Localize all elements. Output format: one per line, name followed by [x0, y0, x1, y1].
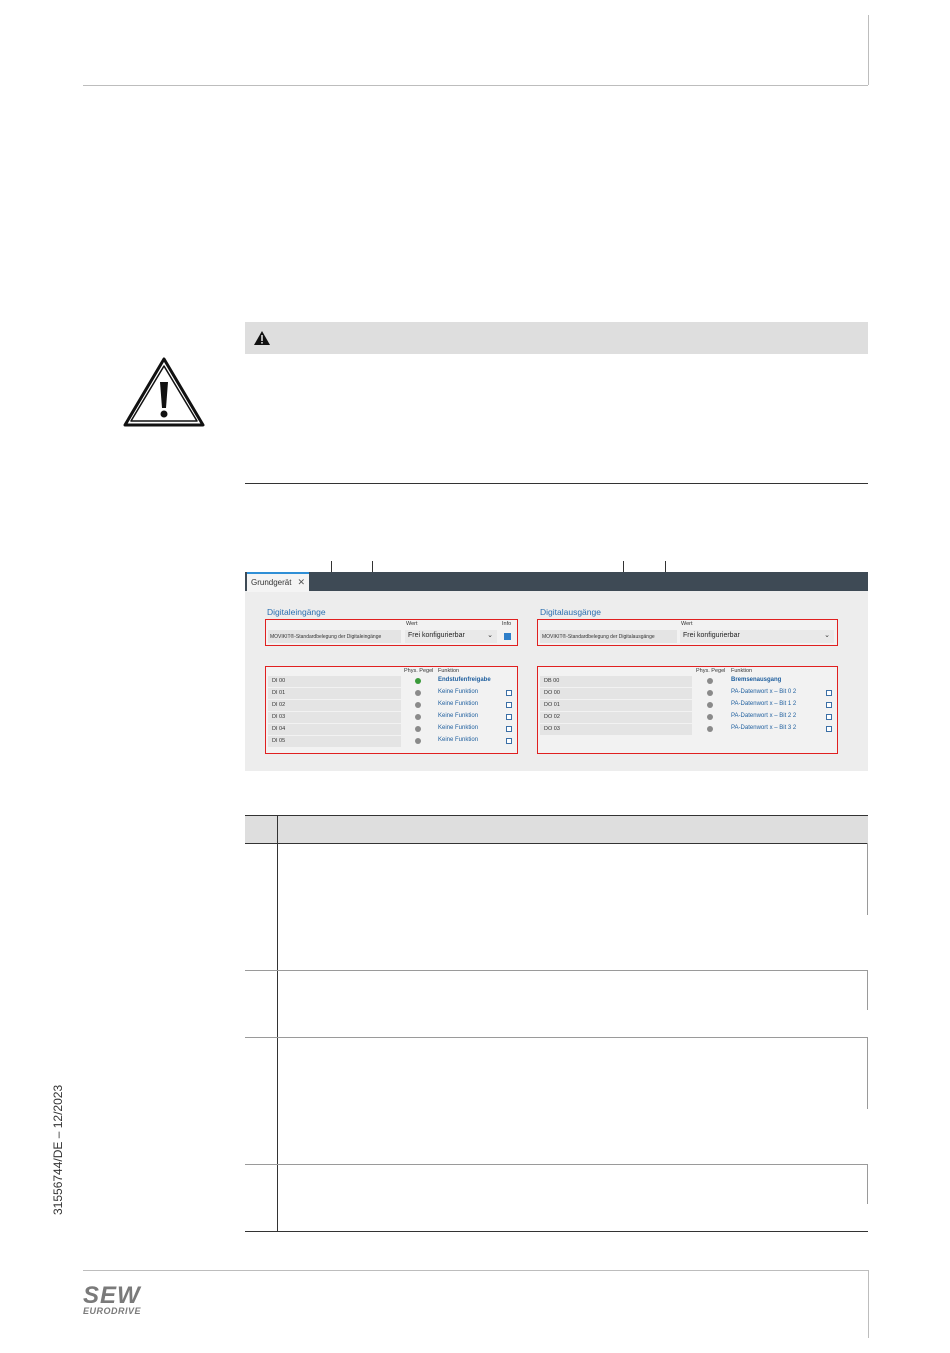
row-function[interactable]: Keine Funktion	[438, 737, 479, 743]
menu-icon[interactable]	[826, 690, 832, 696]
row-function[interactable]: Keine Funktion	[438, 701, 479, 707]
table-right-rule	[867, 970, 868, 1010]
row-function[interactable]: Endstufenfreigabe	[438, 677, 491, 683]
table-row-rule	[245, 1164, 868, 1165]
row-function[interactable]: PA-Datenwort x – Bit 3 2	[731, 725, 797, 731]
outputs-assignment-box	[537, 619, 838, 646]
row-label-cell	[540, 712, 692, 723]
row-label: DB 00	[544, 678, 560, 684]
row-label-cell	[540, 688, 692, 699]
menu-icon[interactable]	[826, 702, 832, 708]
row-label-cell	[268, 700, 401, 711]
status-dot-icon	[415, 738, 421, 744]
header-rule	[83, 85, 868, 86]
table-row[interactable]	[540, 712, 834, 723]
status-dot-icon	[415, 726, 421, 732]
table-row[interactable]	[540, 700, 834, 711]
table-top-rule	[245, 815, 868, 816]
function-header: Funktion	[731, 668, 753, 674]
row-label: DI 03	[272, 714, 286, 720]
row-label-cell	[540, 724, 692, 735]
row-function[interactable]: Bremsenausgang	[731, 677, 782, 683]
status-dot-icon	[707, 726, 713, 732]
row-label: DI 00	[272, 678, 286, 684]
table-bottom-rule	[245, 1231, 868, 1232]
row-label-cell	[540, 700, 692, 711]
table-row-rule	[245, 1037, 868, 1038]
assignment-label-cell	[540, 630, 677, 643]
table-row[interactable]	[268, 736, 514, 747]
status-dot-icon	[415, 690, 421, 696]
status-dot-icon	[415, 678, 421, 684]
row-function[interactable]: Keine Funktion	[438, 725, 479, 731]
footer-side-rule	[868, 1270, 869, 1338]
assignment-label-cell	[268, 630, 401, 643]
row-function[interactable]: PA-Datenwort x – Bit 2 2	[731, 713, 797, 719]
row-label: DI 04	[272, 726, 286, 732]
menu-icon[interactable]	[506, 738, 512, 744]
inputs-title: Digitaleingänge	[267, 607, 326, 617]
status-dot-icon	[707, 678, 713, 684]
footer-rule	[83, 1270, 868, 1271]
table-header	[245, 815, 868, 843]
menu-icon[interactable]	[506, 726, 512, 732]
status-dot-icon	[415, 714, 421, 720]
row-label: DI 01	[272, 690, 286, 696]
warning-triangle-icon	[122, 356, 206, 428]
status-dot-icon	[707, 702, 713, 708]
table-row[interactable]	[540, 724, 834, 735]
row-function[interactable]: PA-Datenwort x – Bit 1 2	[731, 701, 797, 707]
chevron-down-icon: ⌄	[824, 632, 830, 639]
table-row[interactable]	[540, 676, 834, 687]
close-icon[interactable]: ✕	[297, 577, 305, 587]
warning-icon	[254, 331, 270, 345]
row-label-cell	[268, 676, 401, 687]
row-function[interactable]: Keine Funktion	[438, 713, 479, 719]
menu-icon[interactable]	[506, 702, 512, 708]
row-label-cell	[540, 676, 692, 687]
level-header: Phys. Pegel	[404, 668, 434, 674]
table-row[interactable]	[540, 688, 834, 699]
info-header: Info	[502, 621, 512, 627]
table-row[interactable]	[268, 712, 514, 723]
inputs-assignment-box	[265, 619, 518, 646]
menu-icon[interactable]	[826, 714, 832, 720]
assignment-label: MOVIKIT®-Standardbelegung der Digitaleingänge	[270, 634, 382, 640]
inputs-value: Frei konfigurierbar	[408, 632, 465, 639]
assignment-label: MOVIKIT®-Standardbelegung der Digitalausgänge	[542, 634, 655, 640]
outputs-value-select[interactable]	[680, 630, 834, 643]
value-header: Wert	[681, 621, 693, 627]
table-row[interactable]	[268, 700, 514, 711]
menu-icon[interactable]	[506, 690, 512, 696]
warning-end-rule	[245, 483, 868, 484]
tab-bar	[245, 572, 868, 591]
table-row[interactable]	[268, 688, 514, 699]
row-label-cell	[268, 712, 401, 723]
menu-icon[interactable]	[506, 714, 512, 720]
row-label-cell	[268, 688, 401, 699]
chevron-down-icon: ⌄	[487, 632, 493, 639]
status-dot-icon	[707, 714, 713, 720]
row-label-cell	[268, 736, 401, 747]
outputs-table-box	[537, 666, 838, 754]
logo-top: SEW	[83, 1282, 141, 1309]
table-row[interactable]	[268, 676, 514, 687]
inputs-value-select[interactable]	[405, 630, 497, 643]
inputs-table-box	[265, 666, 518, 754]
software-screenshot	[245, 572, 868, 771]
row-label: DI 05	[272, 738, 286, 744]
status-dot-icon	[415, 702, 421, 708]
table-right-rule	[867, 1037, 868, 1109]
row-label: DO 01	[544, 702, 560, 708]
menu-icon[interactable]	[826, 726, 832, 732]
table-column-rule	[277, 815, 278, 1232]
tab-grundgeraet[interactable]	[247, 572, 309, 592]
row-label: DO 00	[544, 690, 560, 696]
table-head-rule	[245, 843, 868, 844]
row-label-cell	[268, 724, 401, 735]
table-row[interactable]	[268, 724, 514, 735]
value-header: Wert	[406, 621, 418, 627]
logo-bottom: EURODRIVE	[83, 1306, 142, 1316]
outputs-value: Frei konfigurierbar	[683, 632, 740, 639]
row-function[interactable]: PA-Datenwort x – Bit 0 2	[731, 689, 797, 695]
outputs-title: Digitalausgänge	[540, 607, 601, 617]
info-icon[interactable]	[504, 633, 511, 640]
row-label: DO 02	[544, 714, 560, 720]
status-dot-icon	[707, 690, 713, 696]
warning-header	[245, 322, 868, 354]
row-label: DI 02	[272, 702, 286, 708]
table-right-rule	[867, 1164, 868, 1204]
level-header: Phys. Pegel	[696, 668, 726, 674]
document-number: 31556744/DE – 12/2023	[51, 1084, 65, 1215]
header-side-rule	[868, 15, 869, 85]
table-row-rule	[245, 970, 868, 971]
row-label: DO 03	[544, 726, 560, 732]
row-function[interactable]: Keine Funktion	[438, 689, 479, 695]
function-header: Funktion	[438, 668, 460, 674]
sew-eurodrive-logo	[83, 1282, 142, 1316]
table-right-rule	[867, 843, 868, 915]
tab-label: Grundgerät	[251, 578, 292, 587]
